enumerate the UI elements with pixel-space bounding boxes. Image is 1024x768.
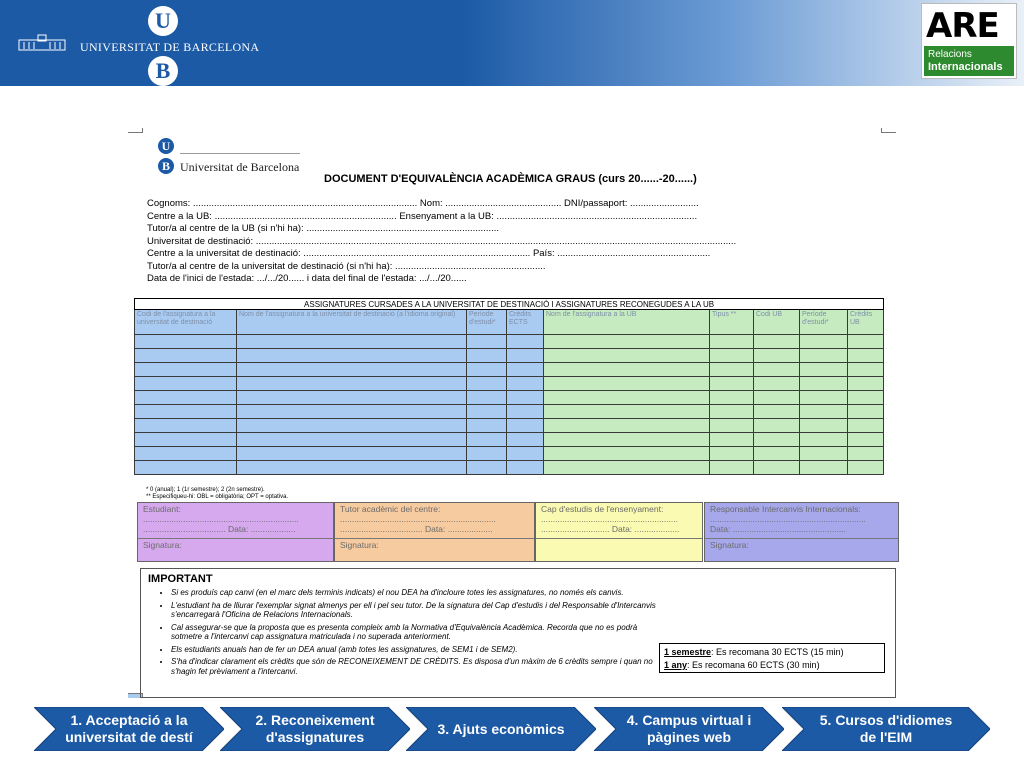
doc-logo-u: U [158,138,174,154]
signature-role: Cap d'estudis de l'ensenyament: [541,504,664,514]
table-cell [800,363,848,377]
table-cell [848,363,884,377]
signature-role: Tutor acadèmic del centre: [340,504,441,514]
table-cell [710,349,754,363]
signature-role: Estudiant: [143,504,181,514]
document-ub-logo [158,138,318,178]
are-line-2: Internacionals [928,61,1003,73]
table-caption: ASSIGNATURES CURSADES A LA UNIVERSITAT DE DESTINACIÓ I ASSIGNATURES RECONEGUDES A LA UB [135,299,884,310]
table-cell [544,405,710,419]
table-cell [237,391,467,405]
table-cell [135,461,237,475]
table-cell [237,419,467,433]
table-cell [544,433,710,447]
table-cell [135,363,237,377]
are-subtitle-box [924,46,1014,76]
table-cell [800,349,848,363]
table-row [135,391,884,405]
table-cell [544,391,710,405]
column-header: Període d'estudi* [467,310,507,335]
table-cell [800,447,848,461]
table-cell [754,377,800,391]
column-header: Tipus ** [710,310,754,335]
table-cell [848,349,884,363]
table-cell [544,461,710,475]
table-cell [800,405,848,419]
table-cell [754,433,800,447]
table-cell [237,335,467,349]
table-cell [135,377,237,391]
table-body [135,335,884,475]
table-row [135,433,884,447]
table-cell [237,461,467,475]
signature-head-of-studies [535,502,703,562]
table-cell [237,363,467,377]
step-financial-aid[interactable] [406,707,596,751]
year-text: : Es recomana 60 ECTS (30 min) [687,660,820,670]
step-label: 2. Reconeixement d'assignatures [255,712,375,745]
table-cell [800,377,848,391]
field-line: Tutor/a al centre de la UB (si n'hi ha): ......................................................................... [147,223,500,234]
signature-date: Data: ................................................ [710,524,847,534]
signature-line: .................................................................. [710,514,866,524]
table-cell [135,391,237,405]
table-cell [754,335,800,349]
signature-date: ................................... Data: ................... [340,524,493,534]
crop-mark [881,128,896,133]
table-cell [507,335,544,349]
table-cell [754,363,800,377]
table-cell [848,461,884,475]
doc-logo-b: B [158,158,174,174]
signature-field: Signatura: [143,540,182,550]
table-cell [754,461,800,475]
table-cell [848,405,884,419]
student-fields [147,198,847,286]
table-cell [507,363,544,377]
table-cell [800,419,848,433]
equivalence-document [128,128,896,698]
table-cell [848,377,884,391]
signature-field: Signatura: [710,540,749,550]
column-header: Codi de l'assignatura a la universitat de destinació [135,310,237,335]
table-row [135,447,884,461]
table-cell [237,447,467,461]
table-cell [507,433,544,447]
table-row [135,335,884,349]
table-row [135,349,884,363]
note-line: ** Especifiqueu-hi: OBL = obligatòria; OPT = optativa. [146,494,289,500]
step-label: 4. Campus virtual i pàgines web [626,712,752,745]
step-label: 5. Cursos d'idiomes de l'EIM [819,712,953,745]
table-cell [710,335,754,349]
table-cell [467,377,507,391]
column-header: Nom de l'assignatura a la universitat de destinació (a l'idioma original) [237,310,467,335]
table-notes [146,487,288,501]
table-cell [754,391,800,405]
are-logo [921,3,1017,79]
table-cell [507,419,544,433]
table-cell [467,363,507,377]
important-item: • Cal assegurar-se que la proposta que es presenta compleix amb la Normativa d'Equivalència Acadèmica. Recorda que no es podrà sotmetre a l'intercanvi cap assignatura matriculada i no superada anteriorment. [171,623,667,642]
table-cell [237,433,467,447]
step-label: 1. Acceptació a la universitat de destí [65,712,193,745]
table-cell [710,363,754,377]
ub-letter-u: U [148,6,178,36]
signature-student [137,502,334,562]
table-cell [800,335,848,349]
signature-international [704,502,899,562]
table-cell [848,419,884,433]
ub-logo [18,4,258,82]
table-cell [544,349,710,363]
ects-info-box [659,643,885,673]
table-cell [135,419,237,433]
step-language-courses[interactable] [782,707,990,751]
are-title: ARE [926,6,999,46]
table-row [135,419,884,433]
field-line: Centre a la UB: ..................................................................... Ensenyament a la UB: ............................................................................ [147,210,698,222]
signature-field: Signatura: [340,540,379,550]
field-line: Tutor/a al centre de la universitat de destinació (si n'hi ha): ......................................................... [147,260,546,272]
important-item: • L'estudiant ha de lliurar l'exemplar signat almenys per ell i pel seu tutor. De la signatura del Cap d'estudis i del Responsable d'Intercanvis s'encarregarà l'Oficina de Relacions Internacionals. [171,601,667,620]
table-cell [467,433,507,447]
signature-date: ............................. Data: ................... [541,524,680,534]
signature-role: Responsable Intercanvis Internacionals: [710,504,861,514]
table-cell [467,349,507,363]
signature-line: .......................................................... [541,514,678,524]
table-cell [544,419,710,433]
signature-field [536,539,702,561]
important-item: • Els estudiants anuals han de fer un DEA anual (amb totes les assignatures, de SEM1 i de SEM2). [171,645,667,655]
table-cell [237,405,467,419]
table-cell [237,349,467,363]
table-cell [710,405,754,419]
step-acceptance[interactable] [34,707,224,751]
step-virtual-campus[interactable] [594,707,784,751]
important-item: • Si es produís cap canvi (en el marc dels terminis indicats) el nou DEA ha d'incloure totes les assignatures, no només els canvis. [171,588,667,598]
table-cell [754,405,800,419]
table-cell [754,349,800,363]
table-cell [507,377,544,391]
important-box [140,568,896,698]
column-header: Crèdits UB [848,310,884,335]
table-cell [467,405,507,419]
table-cell [754,419,800,433]
table-cell [467,419,507,433]
table-cell [710,461,754,475]
year-label: 1 any [664,660,688,670]
table-cell [544,447,710,461]
semester-label: 1 semestre [664,647,712,657]
table-cell [848,433,884,447]
table-cell [544,335,710,349]
table-cell [800,391,848,405]
document-title: DOCUMENT D'EQUIVALÈNCIA ACADÈMICA GRAUS (curs 20......-20......) [324,173,697,185]
table-cell [467,391,507,405]
table-cell [710,391,754,405]
table-cell [800,433,848,447]
signature-tutor [334,502,535,562]
table-cell [848,335,884,349]
table-cell [135,447,237,461]
table-cell [237,377,467,391]
table-cell [800,461,848,475]
signature-date: ................................... Data: ................... [143,524,296,534]
field-line: Universitat de destinació: ...................................................................................................................................................................................... [147,235,737,247]
column-header: Codi UB [754,310,800,335]
table-cell [507,391,544,405]
signature-line: .................................................................. [340,514,496,524]
table-cell [135,335,237,349]
table-cell [848,447,884,461]
header-banner [0,0,1024,86]
table-cell [710,433,754,447]
table-row [135,377,884,391]
semester-text: : Es recomana 30 ECTS (15 min) [711,647,844,657]
table-cell [135,349,237,363]
signature-line: .................................................................. [143,514,299,524]
important-list [149,588,667,679]
table-cell [135,433,237,447]
table-cell [467,461,507,475]
table-cell [754,447,800,461]
field-line: Cognoms: ..................................................................................... Nom: ............................................ DNI/passaport: .......................... [147,198,699,209]
table-cell [135,405,237,419]
table-cell [710,447,754,461]
table-cell [848,391,884,405]
table-cell [507,405,544,419]
table-cell [507,349,544,363]
column-header: Crèdits ECTS [507,310,544,335]
ub-letter-b: B [148,56,178,86]
field-line: Centre a la universitat de destinació: ...................................................................................... País: .......................................................... [147,248,711,259]
university-name: UNIVERSITAT DE BARCELONA [80,40,260,54]
column-header: Nom de l'assignatura a la UB [544,310,710,335]
table-row [135,363,884,377]
column-header: Període d'estudi* [800,310,848,335]
subjects-table [134,298,884,475]
building-icon [18,32,66,52]
doc-logo-name: Universitat de Barcelona [180,160,300,174]
process-steps [0,700,1024,758]
important-item: • S'ha d'indicar clarament els crèdits que són de RECONEIXEMENT DE CRÈDITS. Es disposa d'un màxim de 6 crèdits sempre i quan no s'hagin fet prèviament a l'intercanvi. [171,657,667,676]
crop-mark [128,128,143,133]
doc-logo-rule [180,144,300,154]
table-cell [507,447,544,461]
step-recognition[interactable] [220,707,410,751]
table-cell [710,377,754,391]
important-title: IMPORTANT [148,573,213,585]
are-line-1: Relacions [928,49,972,60]
step-label: 3. Ajuts econòmics [437,720,565,737]
note-line: * 0 (anual); 1 (1r semestre); 2 (2n semestre). [146,487,265,493]
table-cell [710,419,754,433]
table-cell [467,447,507,461]
table-cell [544,377,710,391]
table-cell [467,335,507,349]
field-line: Data de l'inici de l'estada: .../.../20...... i data del final de l'estada: .../.../20...... [147,273,467,284]
table-row [135,405,884,419]
table-cell [544,363,710,377]
table-cell [507,461,544,475]
table-row [135,461,884,475]
